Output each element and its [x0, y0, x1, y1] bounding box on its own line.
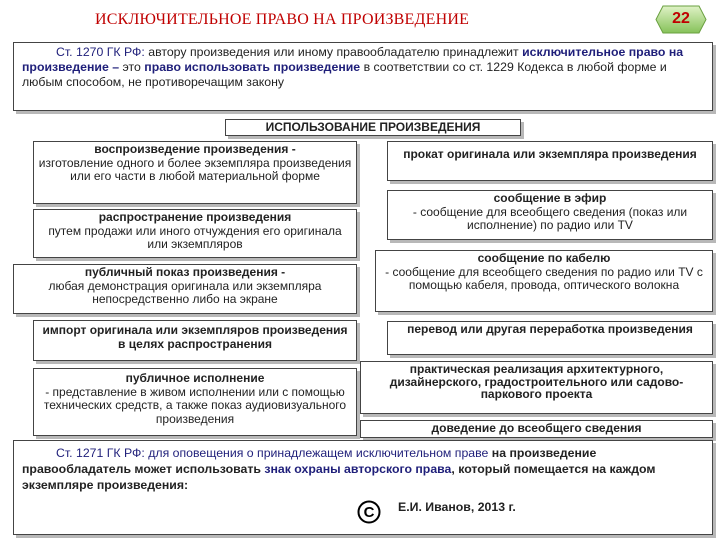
copyright-icon [357, 500, 381, 524]
item-heading: публичный показ произведения - [84, 265, 286, 279]
outro-highlight-1: для оповещения о принадлежащем исключительном праве [144, 446, 489, 460]
item-heading: перевод или другая переработка произведения [407, 322, 693, 336]
item-text: изготовление одного и более экземпляра произведения или его части в любой материальной форме [38, 155, 352, 183]
intro-text-3: в соответствии со ст. 1229 Кодекса в любой форме и любым способом, не противоречащим закону [22, 60, 667, 89]
item-heading: практическая реализация архитектурного, дизайнерского, градостроительного или садово-паркового проекта [389, 362, 684, 401]
list-item-making-public [360, 420, 713, 438]
item-heading: сообщение в эфир [493, 191, 607, 205]
item-heading: импорт оригинала или экземпляров произведения в целях распространения [42, 323, 348, 351]
intro-text-2: это [119, 60, 145, 74]
list-item-import [33, 320, 357, 361]
item-heading: прокат оригинала или экземпляра произведения [403, 147, 697, 161]
outro-text-2: , который помещается на каждом экземпляре произведения: [22, 462, 656, 492]
page-title: ИСКЛЮЧИТЕЛЬНОЕ ПРАВО НА ПРОИЗВЕДЕНИЕ [95, 11, 470, 28]
item-heading: сообщение по кабелю [477, 251, 611, 265]
item-text: - сообщение для всеобщего сведения (показ или исполнение) по радио или TV [412, 204, 688, 232]
item-text: путем продажи или иного отчуждения его оригинала или экземпляров [48, 223, 342, 251]
intro-highlight-1: исключительное право на произведение – [22, 45, 684, 74]
item-text: любая демонстрация оригинала или экземпляра непосредственно либо на экране [48, 278, 322, 306]
author-credit: Е.И. Иванов, 2013 г. [398, 500, 516, 514]
item-heading: доведение до всеобщего сведения [431, 421, 642, 435]
list-item-public-performance [33, 368, 357, 436]
intro-box [13, 42, 713, 111]
list-item-distribution [33, 209, 357, 258]
usage-heading: ИСПОЛЬЗОВАНИЕ ПРОИЗВЕДЕНИЯ [225, 119, 521, 136]
intro-highlight-2: право использовать произведение [144, 60, 361, 74]
list-item-broadcast [387, 190, 713, 240]
item-text: - представление в живом исполнении или с помощью технических средств, а также показ аудиовизуального произведения [43, 384, 347, 426]
intro-article-ref: Ст. 1270 ГК РФ: [56, 45, 145, 59]
page-number-badge [655, 5, 707, 34]
item-heading: распространение произведения [98, 210, 292, 224]
item-heading: воспроизведение произведения - [94, 142, 296, 156]
list-item-cable [375, 250, 713, 312]
svg-text:C: C [363, 504, 375, 521]
list-item-reproduction [33, 141, 357, 204]
outro-highlight-2: знак охраны авторского права [264, 462, 452, 476]
list-item-architectural-project [360, 361, 713, 414]
item-heading: публичное исполнение [125, 371, 265, 385]
outro-text-1: на произведение правообладатель может использовать [22, 446, 597, 476]
intro-text-1: автору произведения или иному правообладателю принадлежит [144, 45, 523, 59]
item-text: - сообщение для всеобщего сведения по радио или TV с помощью кабеля, провода, оптического волокна [385, 264, 703, 292]
list-item-rental [387, 141, 713, 181]
list-item-public-display [13, 264, 357, 314]
outro-article-ref: Ст. 1271 ГК РФ: [56, 446, 145, 460]
page-number: 22 [672, 10, 690, 27]
list-item-translation [387, 321, 713, 355]
